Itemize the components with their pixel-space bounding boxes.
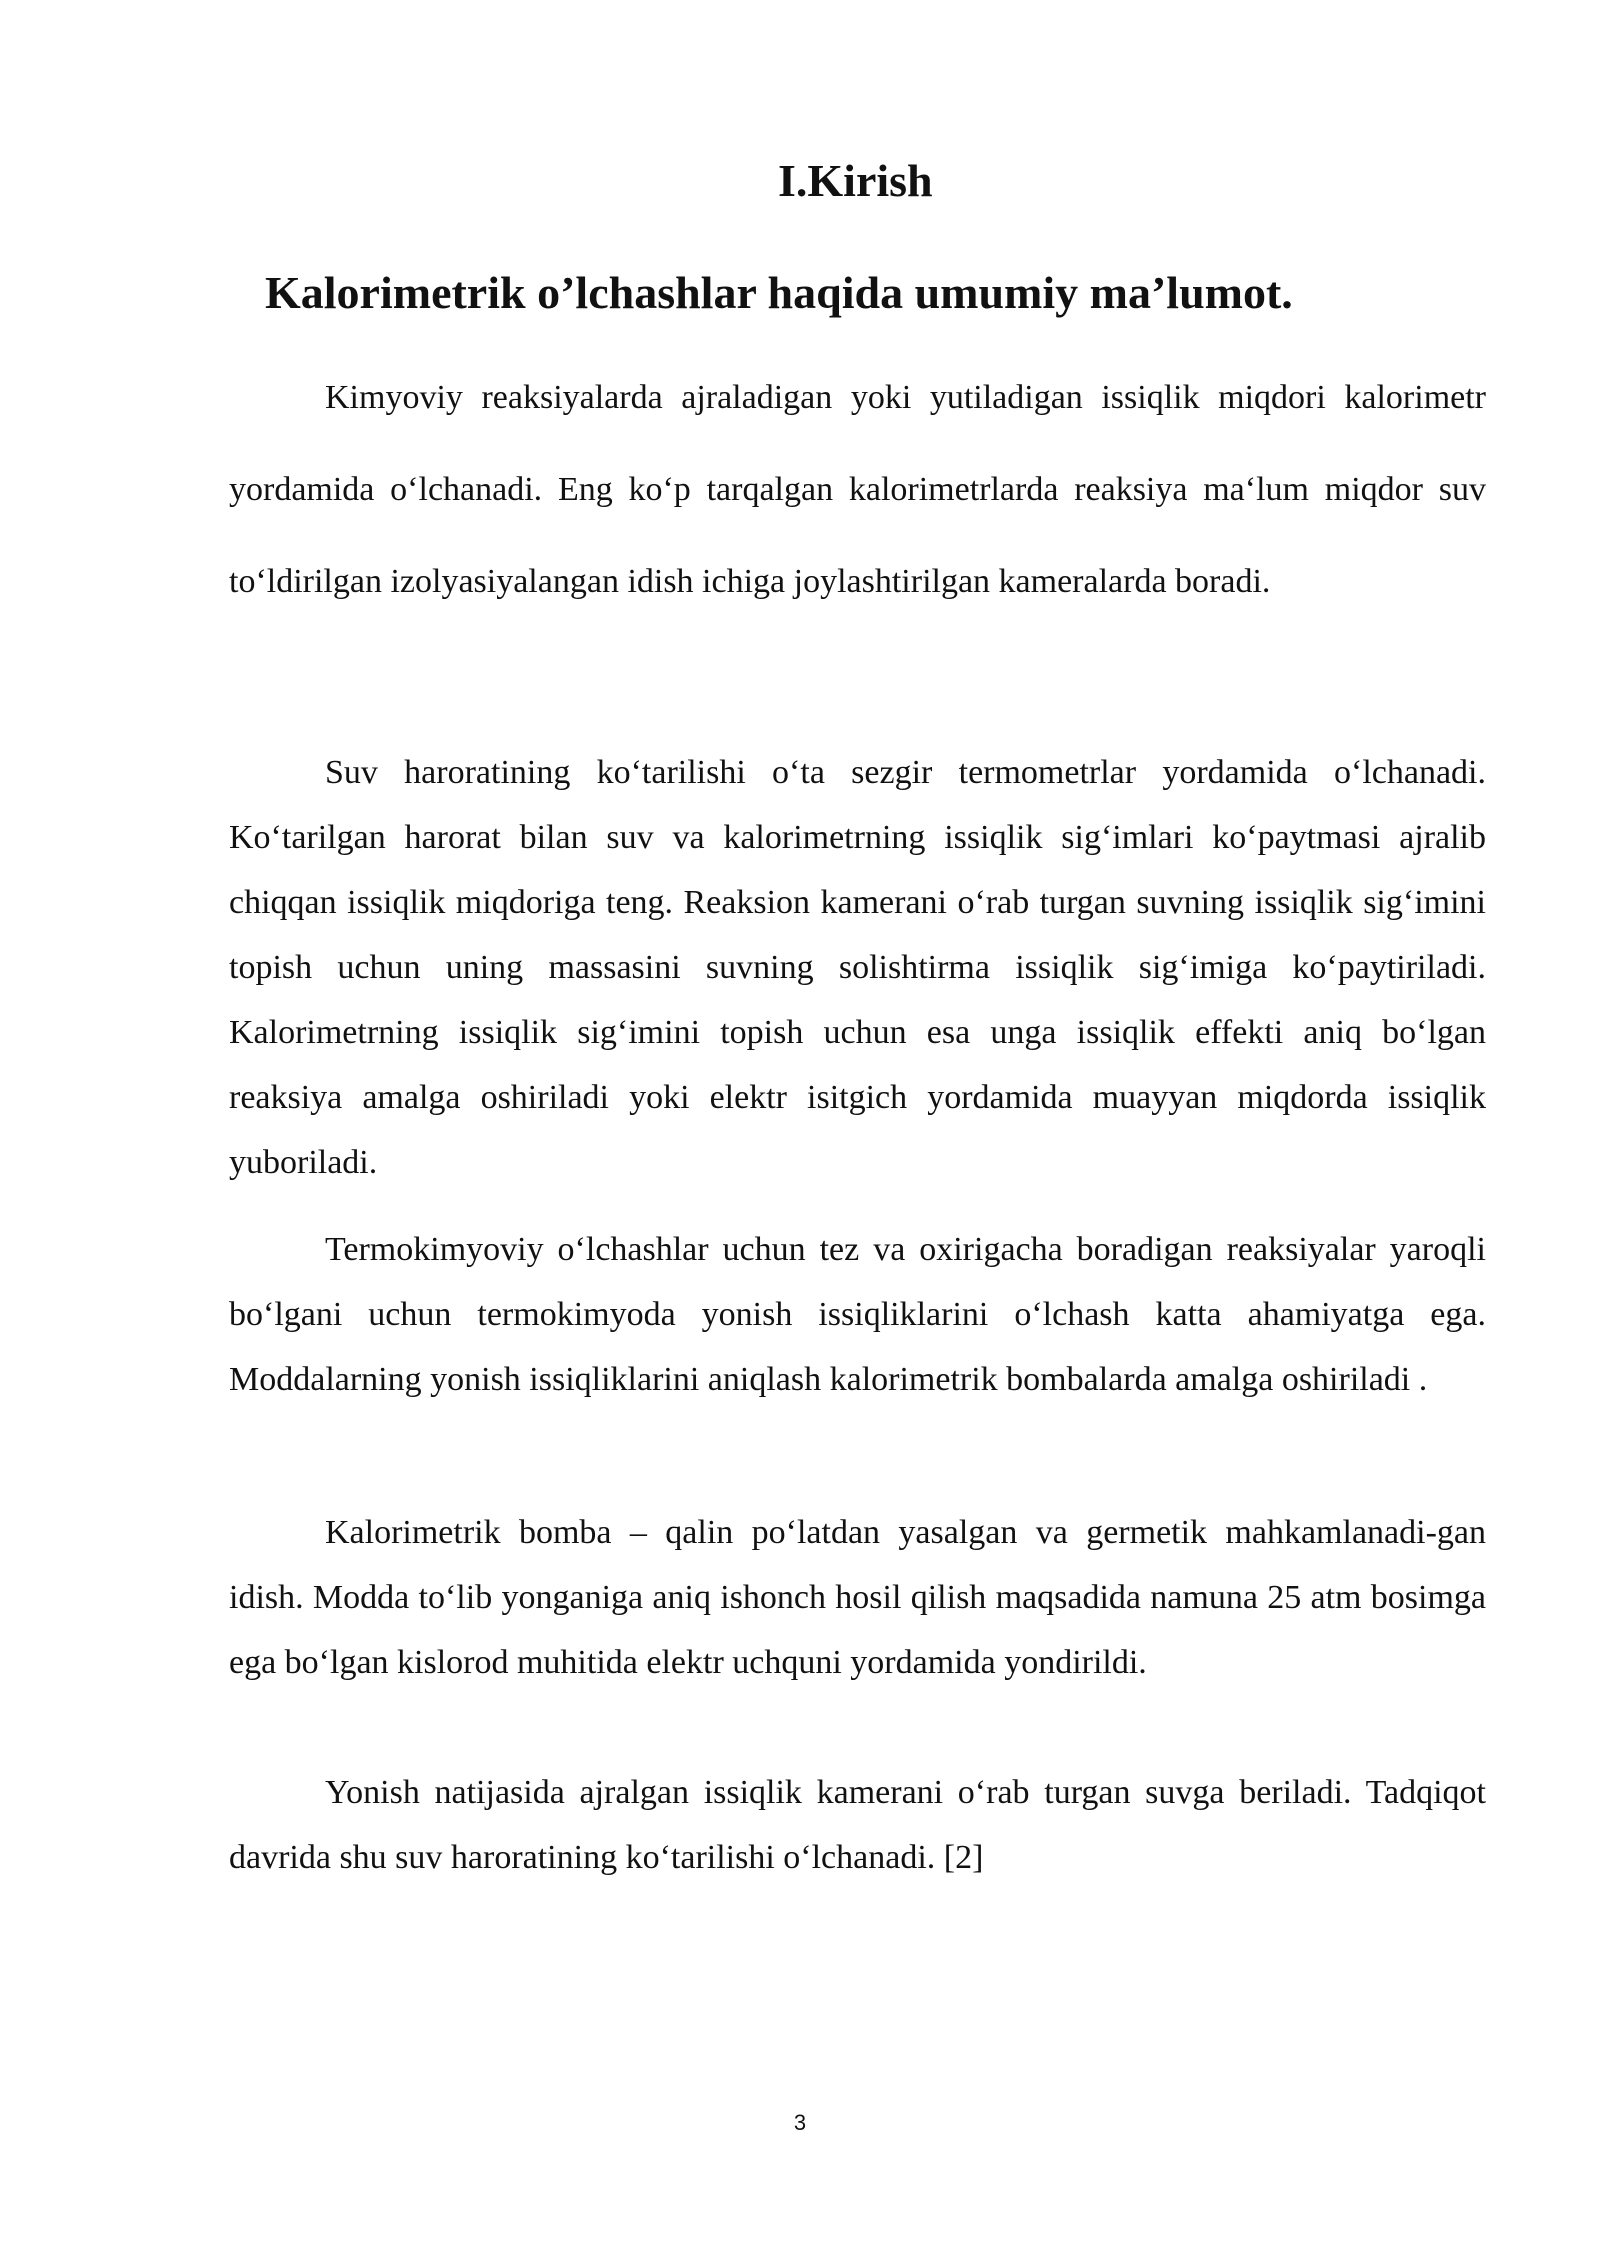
paragraph-2-block xyxy=(229,740,1486,1195)
paragraph: Termokimyoviy o‘lchashlar uchun tez va oxirigacha boradigan reaksiyalar yaroqli bo‘lgani uchun termokimyoda yonish issiqliklarini o‘lchash katta ahamiyatga ega. Moddalarning yonish issiqliklarini aniqlash kalorimetrik bombalarda amalga oshiriladi . xyxy=(229,1231,1486,1398)
section-subtitle: Kalorimetrik o’lchashlar haqida umumiy ma’lumot. xyxy=(265,267,1293,318)
section-title: I.Kirish xyxy=(778,155,933,206)
paragraph-1-block xyxy=(229,352,1486,628)
paragraph: Suv haroratining ko‘tarilishi o‘ta sezgir termometrlar yordamida o‘lchanadi. Ko‘tarilgan harorat bilan suv va kalorimetrning issiqlik sig‘imlari ko‘paytmasi ajralib chiqqan issiqlik miqdoriga teng. Reaksion kamerani o‘rab turgan suvning issiqlik sig‘imini topish uchun uning massasini suvning solishtirma issiqlik sig‘imiga ko‘paytiriladi. Kalorimetrning issiqlik sig‘imini topish uchun esa unga issiqlik effekti aniq bo‘lgan reaksiya amalga oshiriladi yoki elektr isitgich yordamida muayyan miqdorda issiqlik yuboriladi. xyxy=(229,754,1486,1181)
paragraph-5-block xyxy=(229,1760,1486,1890)
paragraph: Kimyoviy reaksiyalarda ajraladigan yoki yutiladigan issiqlik miqdori kalorimetr yordamida o‘lchanadi. Eng ko‘p tarqalgan kalorimetrlarda reaksiya ma‘lum miqdor suv to‘ldirilgan izolyasiyalangan idish ichiga joylashtirilgan kameralarda boradi. xyxy=(229,379,1486,600)
paragraph: Kalorimetrik bomba – qalin po‘latdan yasalgan va germetik mahkamlanadi-gan idish. Modda to‘lib yonganiga aniq ishonch hosil qilish maqsadida namuna 25 atm bosimga ega bo‘lgan kislorod muhitida elektr uchquni yordamida yondirildi. xyxy=(229,1514,1486,1681)
paragraph-4-block xyxy=(229,1500,1486,1695)
paragraph-3-block xyxy=(229,1217,1486,1412)
paragraph: Yonish natijasida ajralgan issiqlik kamerani o‘rab turgan suvga beriladi. Tadqiqot davrida shu suv haroratining ko‘tarilishi o‘lchanadi. [2] xyxy=(229,1774,1486,1876)
page-number: 3 xyxy=(793,2110,807,2135)
